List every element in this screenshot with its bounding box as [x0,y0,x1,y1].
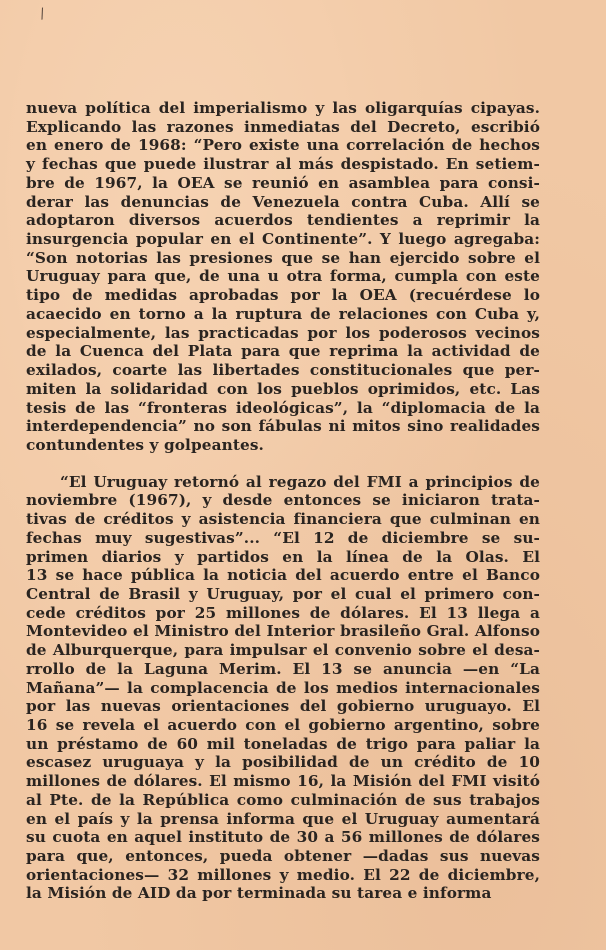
text-line: escasez uruguaya y la posibilidad de un crédito de 10 [26,753,540,772]
text-line: Central de Brasil y Uruguay, por el cual el primero con- [26,584,540,603]
text-line: 16 se revela el acuerdo con el gobierno argentino, sobre [26,716,540,734]
text-line: en el país y la prensa informa que el Uruguay aumentará [26,809,540,828]
text-line: fechas muy sugestivas”... “El 12 de diciembre se su- [26,528,540,547]
text-line: de la Cuenca del Plata para que reprima la actividad de [26,342,540,361]
text-line: tipo de medidas aprobadas por la OEA (recuérdese lo [26,286,540,305]
text-line: en enero de 1968: “Pero existe una correlación de hechos [26,136,540,155]
text-line: Uruguay para que, de una u otra forma, cumpla con este [26,267,540,286]
text-line: “Son notorias las presiones que se han ejercido sobre el [26,248,540,267]
text-line: especialmente, las practicadas por los poderosos vecinos [26,323,540,342]
text-line: contundentes y golpeantes. [26,435,264,454]
text-line: para que, entonces, pueda obtener —dadas sus nuevas [26,847,540,866]
text-line: tesis de las “fronteras ideológicas”, la “diplomacia de la [26,398,540,417]
text-line: millones de dólares. El mismo 16, la Misión del FMI visitó [26,772,540,791]
text-line: por las nuevas orientaciones del gobierno uruguayo. El [26,697,540,716]
text-line: adoptaron diversos acuerdos tendientes a reprimir la [26,211,540,230]
paragraph-1 [26,99,540,455]
text-line: Mañana”— la complacencia de los medios internacionales [26,678,540,697]
text-line: Montevideo el Ministro del Interior brasileño Gral. Alfonso [26,622,540,641]
text-line: noviembre (1967), y desde entonces se iniciaron trata- [26,491,540,510]
text-line: exilados, coarte las libertades constitucionales que per- [26,361,540,380]
text-line: y fechas que puede ilustrar al más despistado. En setiem- [26,155,540,174]
text-line: insurgencia popular en el Continente”. Y luego agregaba: [26,230,540,249]
text-line: orientaciones— 32 millones y medio. El 22 de diciembre, [26,865,540,884]
text-line: cede créditos por 25 millones de dólares. El 13 llega a [26,603,540,622]
text-line: miten la solidaridad con los pueblos oprimidos, etc. Las [26,379,540,398]
text-line: interdependencia” no son fábulas ni mitos sino realidades [26,417,540,436]
text-line: al Pte. de la República como culminación de sus trabajos [26,790,540,809]
text-line: bre de 1967, la OEA se reunió en asamblea para consi- [26,173,540,192]
paragraph-gap [26,455,540,473]
text-line: un préstamo de 60 mil toneladas de trigo para paliar la [26,734,540,753]
text-line: 13 se hace pública la noticia del acuerdo entre el Banco [26,566,540,585]
paragraph-2 [26,473,540,904]
text-line: de Alburquerque, para impulsar el convenio sobre el desa- [26,641,540,660]
text-line: tivas de créditos y asistencia financiera que culminan en [26,510,540,529]
text-line: la Misión de AID da por terminada su tarea e informa [26,884,492,903]
text-line: nueva política del imperialismo y las oligarquías cipayas. [26,99,540,117]
text-line: su cuota en aquel instituto de 30 a 56 millones de dólares [26,828,540,847]
text-line: derar las denuncias de Venezuela contra Cuba. Allí se [26,192,540,211]
body-text [26,99,540,903]
text-line: “El Uruguay retornó al regazo del FMI a principios de [60,472,540,491]
text-line: Explicando las razones inmediatas del Decreto, escribió [26,117,540,136]
corner-mark: / [38,5,47,23]
text-line: primen diarios y partidos en la línea de la Olas. El [26,547,540,566]
text-line: rrollo de la Laguna Merim. El 13 se anuncia —en “La [26,659,540,678]
text-line: acaecido en torno a la ruptura de relaciones con Cuba y, [26,304,540,323]
